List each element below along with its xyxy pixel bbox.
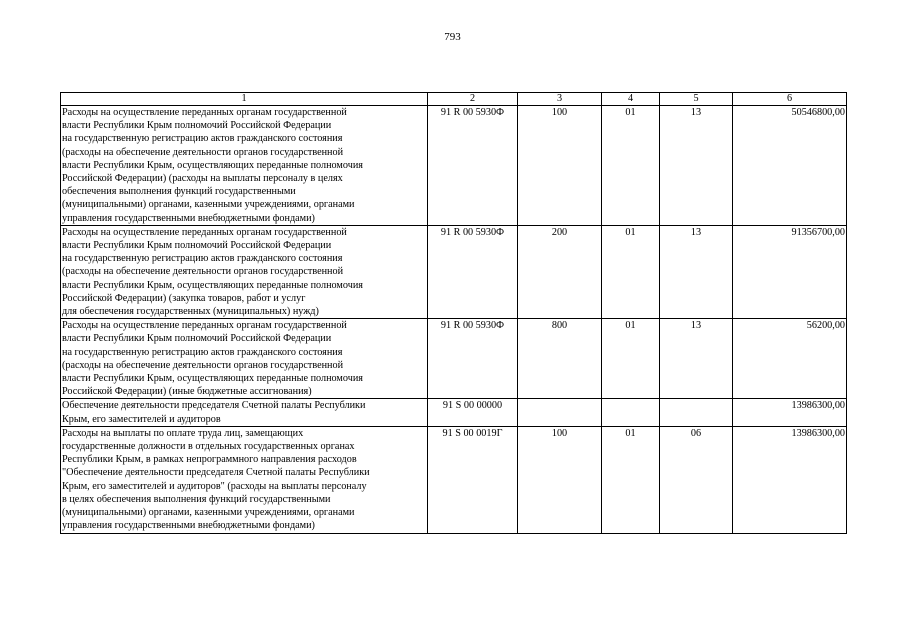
- row-expense-type: 100: [518, 106, 602, 226]
- row-description: Расходы на осуществление переданных органам государственной власти Республики Крым полномочий Российской Федерации на государственную регистрацию актов гражданского состояния (расходы на обеспечение деятельности органов государственной власти Республики Крым, осуществляющих переданные полномочия Российской Федерации) (иные бюджетные ассигнования): [61, 319, 428, 399]
- row-amount: 50546800,00: [733, 106, 847, 226]
- row-description: Расходы на осуществление переданных органам государственной власти Республики Крым полномочий Российской Федерации на государственную регистрацию актов гражданского состояния (расходы на обеспечение деятельности органов государственной власти Республики Крым, осуществляющих переданные полномочия Российской Федерации) (расходы на выплаты персоналу в целях обеспечения выполнения функций государственными (муниципальными) органами, казенными учреждениями, органами управления государственными внебюджетными фондами): [61, 106, 428, 226]
- row-description: Расходы на выплаты по оплате труда лиц, замещающих государственные должности в отдельных государственных органах Республики Крым, в рамках непрограммного направления расходов "Обеспечение деятельности председателя Счетной палаты Республики Крым, его заместителей и аудиторов" (расходы на выплаты персоналу в целях обеспечения выполнения функций государственными (муниципальными) органами, казенными учреждениями, органами управления государственными внебюджетными фондами): [61, 426, 428, 533]
- row-amount: 56200,00: [733, 319, 847, 399]
- column-header: 4: [602, 93, 660, 106]
- row-target-code: 91 R 00 5930Ф: [428, 319, 518, 399]
- table-row: [61, 426, 847, 533]
- row-amount: 13986300,00: [733, 399, 847, 426]
- row-description: Обеспечение деятельности председателя Счетной палаты Республики Крым, его заместителей и аудиторов: [61, 399, 428, 426]
- row-expense-type: 800: [518, 319, 602, 399]
- budget-table: [60, 92, 847, 534]
- row-section: 01: [602, 319, 660, 399]
- table-header-row: [61, 93, 847, 106]
- table-row: [61, 106, 847, 226]
- row-section: 01: [602, 426, 660, 533]
- row-subsection: [660, 399, 733, 426]
- row-expense-type: [518, 399, 602, 426]
- table-row: [61, 319, 847, 399]
- row-section: 01: [602, 225, 660, 318]
- column-header: 2: [428, 93, 518, 106]
- column-header: 3: [518, 93, 602, 106]
- row-expense-type: 100: [518, 426, 602, 533]
- row-subsection: 13: [660, 225, 733, 318]
- row-description: Расходы на осуществление переданных органам государственной власти Республики Крым полномочий Российской Федерации на государственную регистрацию актов гражданского состояния (расходы на обеспечение деятельности органов государственной власти Республики Крым, осуществляющих переданные полномочия Российской Федерации) (закупка товаров, работ и услуг для обеспечения государственных (муниципальных) нужд): [61, 225, 428, 318]
- row-expense-type: 200: [518, 225, 602, 318]
- row-amount: 91356700,00: [733, 225, 847, 318]
- row-section: [602, 399, 660, 426]
- row-subsection: 06: [660, 426, 733, 533]
- row-subsection: 13: [660, 106, 733, 226]
- row-amount: 13986300,00: [733, 426, 847, 533]
- column-header: 5: [660, 93, 733, 106]
- table-row: [61, 225, 847, 318]
- row-target-code: 91 R 00 5930Ф: [428, 225, 518, 318]
- row-target-code: 91 R 00 5930Ф: [428, 106, 518, 226]
- column-header: 6: [733, 93, 847, 106]
- table-row: [61, 399, 847, 426]
- row-section: 01: [602, 106, 660, 226]
- page-number: 793: [444, 31, 461, 43]
- column-header: 1: [61, 93, 428, 106]
- row-target-code: 91 S 00 0019Г: [428, 426, 518, 533]
- row-subsection: 13: [660, 319, 733, 399]
- row-target-code: 91 S 00 00000: [428, 399, 518, 426]
